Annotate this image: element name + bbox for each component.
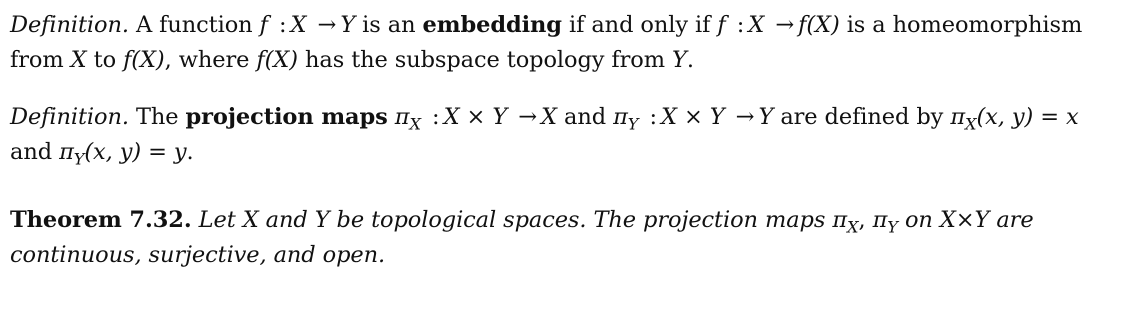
document-body: [10, 8, 1118, 273]
definition-label: Definition.: [10, 104, 129, 130]
embedding-definition: Definition. A function f : X → Y is an embedding if and only if f : X → f(X) is a homeomorphism from X to f(X), where f(X) has the subspace topology from Y.: [10, 12, 1083, 73]
projection-definition: Definition. The projection maps $\pi_X$ : X × Y → X and $\pi_Y$ : X × Y → Y are defined by $\pi_X(x$, y) = x and $\pi_Y(x$, y) = y.: [10, 104, 1079, 169]
math-pi-y: $\pi_Y$: [613, 104, 639, 134]
term-embedding: embedding: [422, 12, 562, 38]
math-pi-x: $\pi_X$: [394, 104, 421, 134]
term-projection-maps: projection maps: [185, 104, 388, 130]
theorem-label: Theorem 7.32.: [10, 207, 192, 233]
definition-label: Definition.: [10, 12, 129, 38]
math-f: f: [259, 12, 268, 38]
theorem-7-32: Theorem 7.32. Let X and Y be topological spaces. The projection maps $\pi_X$, $\pi_Y$ on X×Y are continuous, surjective, and open.: [10, 207, 1034, 268]
